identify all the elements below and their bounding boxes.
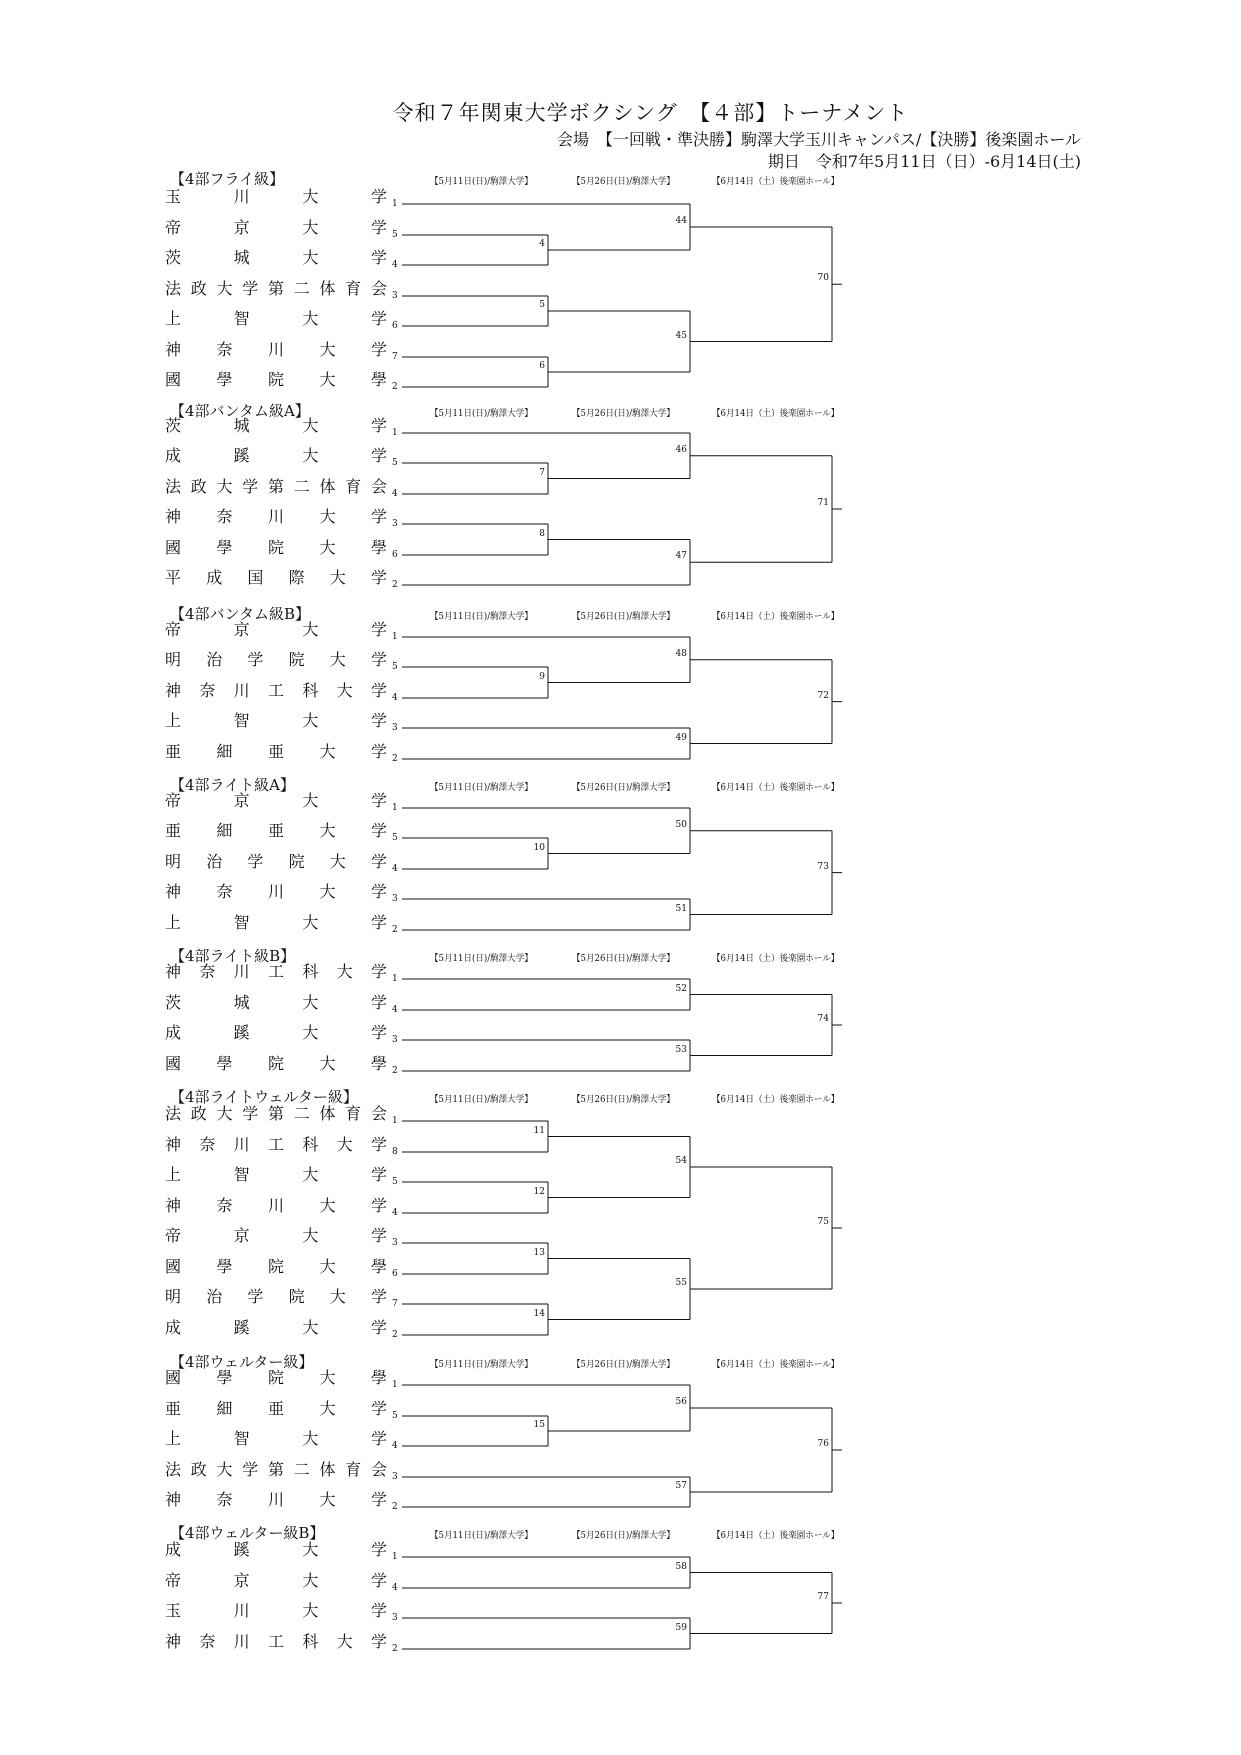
team-name: 帝京大学 — [165, 218, 387, 237]
team-name: 上智大学 — [165, 1165, 387, 1184]
match-number: 11 — [533, 1125, 545, 1136]
team-name: 玉川大学 — [165, 1601, 387, 1620]
match-number: 13 — [533, 1247, 545, 1258]
team-name: 帝京大学 — [165, 791, 387, 810]
team-name: 法政大学第二体育会 — [165, 1104, 387, 1123]
team-name: 法政大学第二体育会 — [165, 1460, 387, 1479]
round-header-r1: 【5月11日(日)/駒澤大学】 — [430, 1360, 533, 1370]
team-name: 明治学院大学 — [165, 650, 387, 669]
match-number: 52 — [675, 983, 687, 994]
match-number: 51 — [675, 903, 687, 914]
round-header-final: 【6月14日（土）後楽園ホール】 — [712, 409, 840, 419]
team-name: 法政大学第二体育会 — [165, 477, 387, 496]
team-name: 上智大学 — [165, 711, 387, 730]
team-seed: 7 — [392, 1299, 398, 1309]
team-seed: 6 — [392, 1269, 398, 1279]
section-title: 【4部フライ級】 — [170, 170, 285, 188]
team-seed: 5 — [392, 230, 398, 240]
team-name: 平成国際大学 — [165, 568, 387, 587]
team-seed: 5 — [392, 458, 398, 468]
team-seed: 5 — [392, 1411, 398, 1421]
round-header-r1: 【5月11日(日)/駒澤大学】 — [430, 1531, 533, 1541]
match-number: 75 — [817, 1217, 829, 1227]
team-name: 成蹊大学 — [165, 1318, 387, 1337]
team-seed: 5 — [392, 1177, 398, 1187]
section-title: 【4部ライト級B】 — [170, 947, 296, 965]
match-number: 59 — [675, 1622, 687, 1633]
match-number: 49 — [675, 732, 687, 743]
match-number: 6 — [539, 361, 545, 371]
team-name: 國學院大學 — [165, 1054, 387, 1073]
team-seed: 1 — [392, 1552, 398, 1562]
round-header-r1: 【5月11日(日)/駒澤大学】 — [430, 1095, 533, 1105]
round-header-r1: 【5月11日(日)/駒澤大学】 — [430, 409, 533, 419]
team-name: 神奈川大学 — [165, 882, 387, 901]
team-name: 明治学院大学 — [165, 1287, 387, 1306]
team-name: 成蹊大学 — [165, 1540, 387, 1559]
team-seed: 4 — [392, 1583, 398, 1593]
team-seed: 4 — [392, 864, 398, 874]
team-name: 明治学院大学 — [165, 852, 387, 871]
team-seed: 3 — [392, 894, 398, 904]
team-name: 帝京大学 — [165, 1571, 387, 1590]
team-seed: 1 — [392, 974, 398, 984]
team-seed: 2 — [392, 1644, 398, 1654]
team-name: 亜細亜大学 — [165, 742, 387, 761]
team-seed: 1 — [392, 632, 398, 642]
team-seed: 1 — [392, 803, 398, 813]
team-name: 上智大学 — [165, 913, 387, 932]
match-number: 48 — [675, 648, 687, 659]
match-number: 44 — [675, 216, 687, 226]
round-header-r1: 【5月11日(日)/駒澤大学】 — [430, 783, 533, 793]
round-header-final: 【6月14日（土）後楽園ホール】 — [712, 1095, 840, 1105]
team-seed: 3 — [392, 1035, 398, 1045]
team-seed: 3 — [392, 519, 398, 529]
team-seed: 2 — [392, 382, 398, 392]
team-seed: 4 — [392, 489, 398, 499]
section-title: 【4部ウェルター級】 — [170, 1353, 314, 1371]
round-header-final: 【6月14日（土）後楽園ホール】 — [712, 1360, 840, 1370]
team-name: 神奈川工科大学 — [165, 1135, 387, 1154]
team-seed: 3 — [392, 723, 398, 733]
match-number: 58 — [675, 1561, 687, 1572]
match-number: 76 — [817, 1439, 829, 1449]
team-name: 國學院大學 — [165, 538, 387, 557]
team-name: 上智大学 — [165, 309, 387, 328]
team-seed: 4 — [392, 1441, 398, 1451]
match-number: 47 — [675, 551, 687, 562]
team-seed: 2 — [392, 580, 398, 590]
page-title: 令和７年関東大学ボクシング 【４部】トーナメント — [392, 101, 909, 125]
match-number: 9 — [539, 671, 545, 682]
team-name: 亜細亜大学 — [165, 821, 387, 840]
section-title: 【4部ライト級A】 — [170, 776, 295, 794]
team-seed: 7 — [392, 352, 398, 362]
team-seed: 3 — [392, 1238, 398, 1248]
team-seed: 3 — [392, 1613, 398, 1623]
team-seed: 2 — [392, 1330, 398, 1340]
team-seed: 4 — [392, 1208, 398, 1218]
match-number: 55 — [675, 1278, 687, 1288]
team-name: 神奈川工科大学 — [165, 1632, 387, 1651]
team-name: 帝京大学 — [165, 620, 387, 639]
round-header-r2: 【5月26日(日)/駒澤大学】 — [572, 1531, 675, 1541]
round-header-r2: 【5月26日(日)/駒澤大学】 — [572, 612, 675, 622]
match-number: 14 — [533, 1308, 545, 1319]
venue-line: 会場 【一回戦・準決勝】駒澤大学玉川キャンパス/【決勝】後楽園ホール — [557, 130, 1081, 149]
match-number: 56 — [675, 1397, 687, 1407]
team-name: 法政大学第二体育会 — [165, 279, 387, 298]
section-title: 【4部バンタム級A】 — [170, 402, 310, 420]
round-header-r2: 【5月26日(日)/駒澤大学】 — [572, 783, 675, 793]
round-header-final: 【6月14日（土）後楽園ホール】 — [712, 1531, 840, 1541]
match-number: 10 — [533, 842, 545, 853]
team-seed: 3 — [392, 1472, 398, 1482]
section-title: 【4部ウェルター級B】 — [170, 1524, 325, 1542]
team-name: 神奈川大学 — [165, 507, 387, 526]
team-seed: 1 — [392, 428, 398, 438]
team-name: 上智大学 — [165, 1429, 387, 1448]
team-name: 神奈川大学 — [165, 1490, 387, 1509]
round-header-r1: 【5月11日(日)/駒澤大学】 — [430, 612, 533, 622]
team-name: 成蹊大学 — [165, 1023, 387, 1042]
team-name: 茨城大学 — [165, 248, 387, 267]
team-seed: 6 — [392, 550, 398, 560]
round-header-final: 【6月14日（土）後楽園ホール】 — [712, 954, 840, 964]
match-number: 73 — [817, 861, 829, 872]
team-name: 神奈川大学 — [165, 340, 387, 359]
match-number: 7 — [539, 467, 545, 478]
match-number: 15 — [533, 1420, 545, 1430]
team-seed: 2 — [392, 1066, 398, 1076]
round-header-r1: 【5月11日(日)/駒澤大学】 — [430, 177, 533, 187]
match-number: 72 — [817, 690, 829, 701]
team-name: 國學院大學 — [165, 1257, 387, 1276]
round-header-final: 【6月14日（土）後楽園ホール】 — [712, 783, 840, 793]
match-number: 77 — [817, 1592, 829, 1602]
round-header-r2: 【5月26日(日)/駒澤大学】 — [572, 1095, 675, 1105]
team-name: 亜細亜大学 — [165, 1399, 387, 1418]
team-name: 國學院大學 — [165, 1368, 387, 1387]
team-seed: 2 — [392, 1502, 398, 1512]
team-seed: 4 — [392, 1005, 398, 1015]
team-name: 神奈川工科大学 — [165, 681, 387, 700]
team-seed: 6 — [392, 321, 398, 331]
round-header-r2: 【5月26日(日)/駒澤大学】 — [572, 1360, 675, 1370]
team-name: 神奈川工科大学 — [165, 962, 387, 981]
team-name: 神奈川大学 — [165, 1196, 387, 1215]
team-seed: 5 — [392, 833, 398, 843]
team-name: 帝京大学 — [165, 1226, 387, 1245]
match-number: 8 — [539, 528, 545, 539]
section-title: 【4部バンタム級B】 — [170, 605, 310, 623]
team-seed: 4 — [392, 693, 398, 703]
team-name: 茨城大学 — [165, 993, 387, 1012]
match-number: 71 — [817, 498, 829, 508]
match-number: 46 — [675, 444, 687, 455]
round-header-r2: 【5月26日(日)/駒澤大学】 — [572, 409, 675, 419]
team-name: 玉川大学 — [165, 187, 387, 206]
team-name: 國學院大學 — [165, 370, 387, 389]
round-header-r1: 【5月11日(日)/駒澤大学】 — [430, 954, 533, 964]
team-seed: 8 — [392, 1147, 398, 1157]
team-name: 茨城大学 — [165, 416, 387, 435]
team-seed: 1 — [392, 1116, 398, 1126]
section-title: 【4部ライトウェルター級】 — [170, 1088, 358, 1106]
team-name: 成蹊大学 — [165, 446, 387, 465]
dates-line: 期日 令和7年5月11日（日）-6月14日(土) — [767, 152, 1081, 171]
match-number: 57 — [675, 1481, 687, 1491]
match-number: 5 — [539, 300, 545, 310]
round-header-final: 【6月14日（土）後楽園ホール】 — [712, 612, 840, 622]
match-number: 53 — [675, 1044, 687, 1055]
match-number: 54 — [675, 1156, 687, 1166]
match-number: 4 — [539, 239, 545, 249]
match-number: 74 — [817, 1014, 829, 1024]
team-seed: 2 — [392, 925, 398, 935]
round-header-r2: 【5月26日(日)/駒澤大学】 — [572, 954, 675, 964]
team-seed: 1 — [392, 1380, 398, 1390]
team-seed: 1 — [392, 199, 398, 209]
team-seed: 4 — [392, 260, 398, 270]
match-number: 50 — [675, 819, 687, 830]
team-seed: 2 — [392, 754, 398, 764]
round-header-r2: 【5月26日(日)/駒澤大学】 — [572, 177, 675, 187]
round-header-final: 【6月14日（土）後楽園ホール】 — [712, 177, 840, 187]
team-seed: 5 — [392, 662, 398, 672]
match-number: 45 — [675, 330, 687, 341]
match-number: 70 — [817, 273, 829, 284]
match-number: 12 — [533, 1186, 545, 1197]
team-seed: 3 — [392, 291, 398, 301]
